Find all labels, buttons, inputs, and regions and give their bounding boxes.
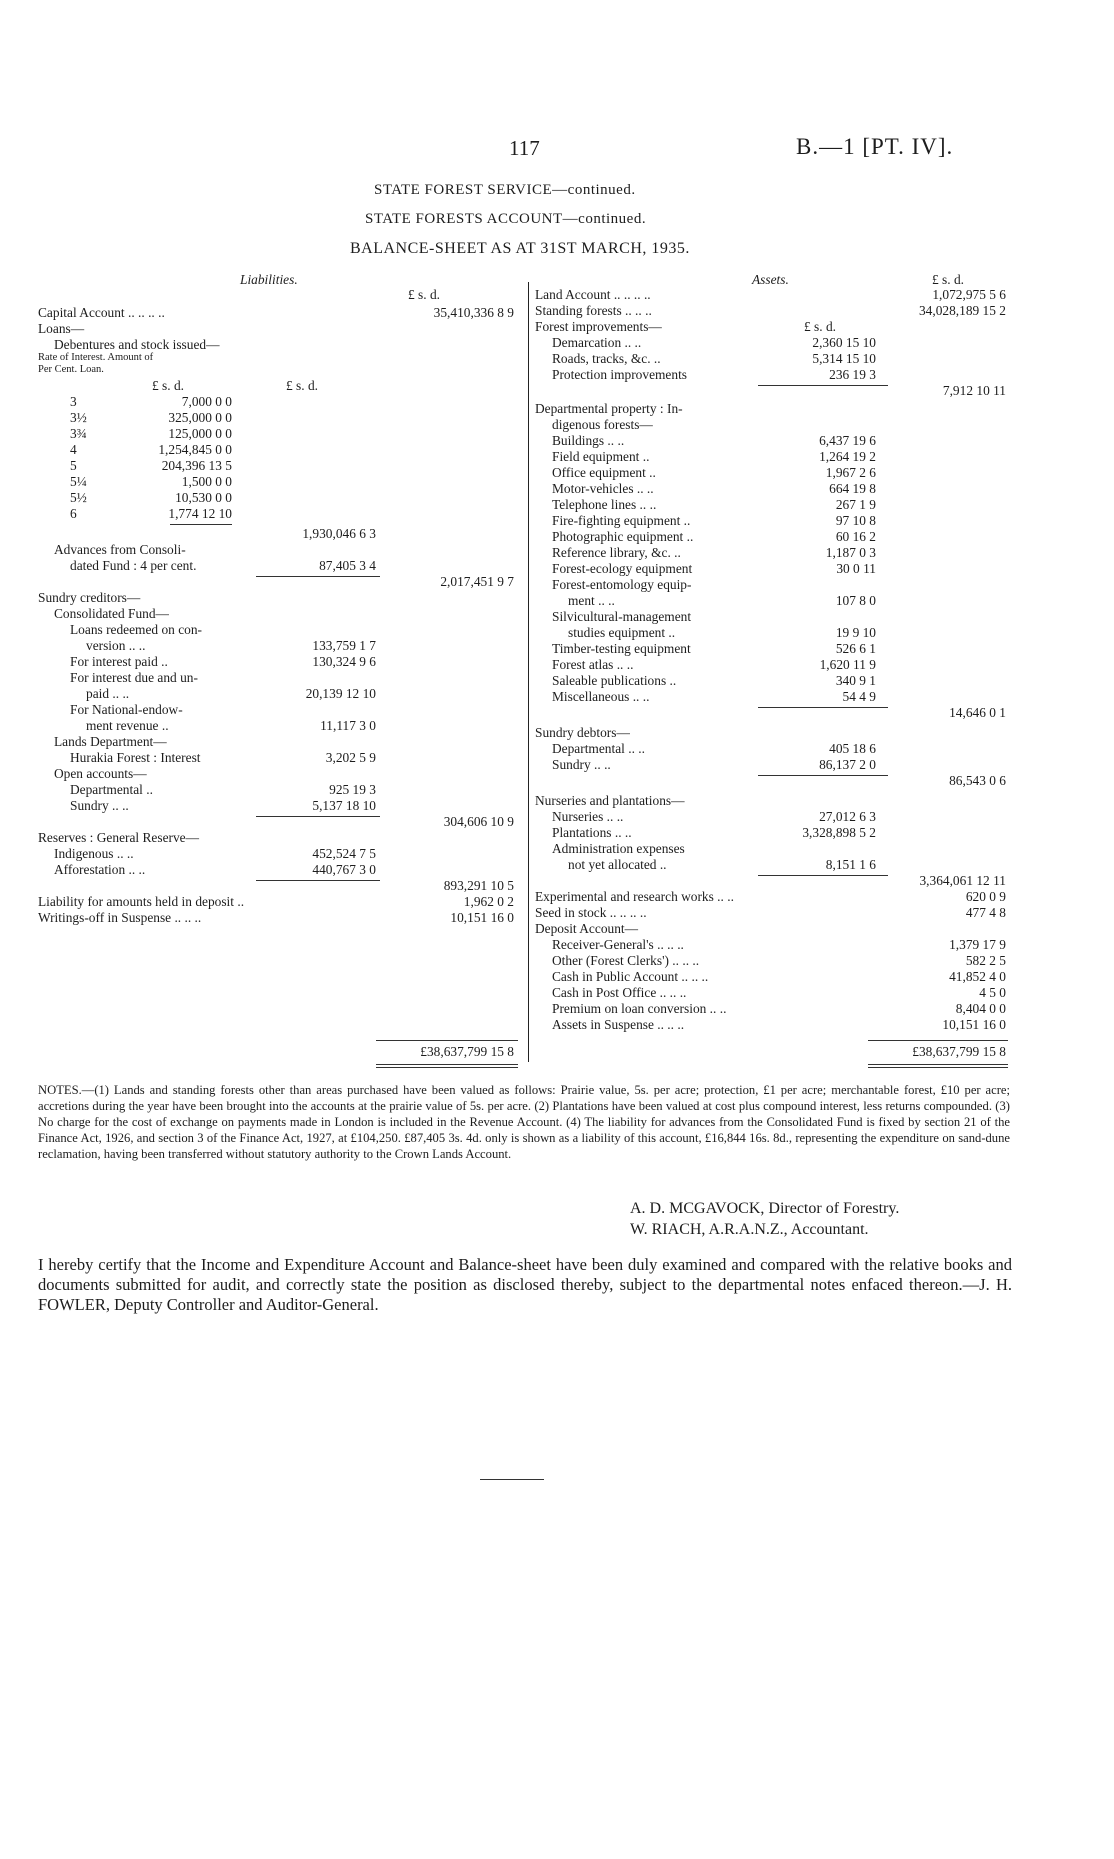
dept-item-label: Saleable publications .. bbox=[552, 673, 677, 688]
dept-item-label: Forest atlas .. .. bbox=[552, 657, 634, 672]
deposit-item-label: Premium on loan conversion .. .. bbox=[552, 1001, 727, 1016]
dept-item-label: Reference library, &c. .. bbox=[552, 545, 681, 560]
sundry-debtors-total: 86,543 0 6 bbox=[949, 773, 1006, 788]
subtotal-rule bbox=[256, 880, 380, 881]
deposit-item-value: 10,151 16 0 bbox=[942, 1017, 1006, 1032]
protection-value: 236 19 3 bbox=[829, 367, 876, 382]
subtotal-rule bbox=[256, 576, 380, 577]
indigenous-value: 452,524 7 5 bbox=[312, 846, 376, 861]
capital-account-label: Capital Account .. .. .. .. bbox=[38, 305, 165, 320]
director-signature: A. D. MCGAVOCK, Director of Forestry. bbox=[630, 1200, 900, 1217]
dept-item-label: Motor-vehicles .. .. bbox=[552, 481, 654, 496]
loans-total: 2,017,451 9 7 bbox=[440, 574, 514, 589]
page-number: 117 bbox=[509, 136, 540, 160]
assets-grand-total: £38,637,799 15 8 bbox=[912, 1044, 1006, 1059]
debentures-label: Debentures and stock issued— bbox=[54, 337, 220, 352]
deposit-item-value: 41,852 4 0 bbox=[949, 969, 1006, 984]
assets-heading: Assets. bbox=[752, 272, 789, 287]
deposit-item-label: Other (Forest Clerks') .. .. .. bbox=[552, 953, 700, 968]
sub-column-head: £ s. d. bbox=[286, 378, 318, 393]
liabilities-grand-total: £38,637,799 15 8 bbox=[420, 1044, 514, 1059]
entomology-value: 107 8 0 bbox=[835, 593, 876, 608]
standing-forests-value: 34,028,189 15 2 bbox=[918, 303, 1006, 318]
protection-label: Protection improvements bbox=[552, 367, 687, 382]
writings-off-value: 10,151 16 0 bbox=[450, 910, 514, 925]
dept-item-value: 60 16 2 bbox=[835, 529, 876, 544]
advances-value: 87,405 3 4 bbox=[319, 558, 376, 573]
demarcation-label: Demarcation .. .. bbox=[552, 335, 642, 350]
deposit-item-label: Cash in Public Account .. .. .. bbox=[552, 969, 709, 984]
afforestation-label: Afforestation .. .. bbox=[54, 862, 146, 877]
loan-rate: 5 bbox=[70, 458, 77, 473]
loan-amount: 1,254,845 0 0 bbox=[158, 442, 232, 457]
seed-label: Seed in stock .. .. .. .. bbox=[535, 905, 647, 920]
dept-item-value: 6,437 19 6 bbox=[819, 433, 876, 448]
roads-value: 5,314 15 10 bbox=[812, 351, 876, 366]
loan-rate: 5¼ bbox=[70, 474, 87, 489]
interest-paid-label: For interest paid .. bbox=[70, 654, 168, 669]
loan-amount: 7,000 0 0 bbox=[181, 394, 232, 409]
debentures-total: 1,930,046 6 3 bbox=[302, 526, 376, 541]
dept-item-label: Photographic equipment .. bbox=[552, 529, 694, 544]
plantations-label: Plantations .. .. bbox=[552, 825, 632, 840]
national-endowment-label-2: ment revenue .. bbox=[86, 718, 169, 733]
administration-label: Administration expenses bbox=[552, 841, 685, 856]
subtotal-rule bbox=[758, 707, 888, 708]
dept-item-value: 1,187 0 3 bbox=[825, 545, 876, 560]
dept-item-label: Telephone lines .. .. bbox=[552, 497, 657, 512]
national-endowment-label: For National-endow- bbox=[70, 702, 183, 717]
deposit-item-value: 582 2 5 bbox=[965, 953, 1006, 968]
total-double-rule bbox=[868, 1064, 1008, 1065]
loans-redeemed-label: Loans redeemed on con- bbox=[70, 622, 202, 637]
service-title: STATE FOREST SERVICE—continued. bbox=[374, 182, 636, 198]
advances-label: Advances from Consoli- bbox=[54, 542, 186, 557]
consolidated-fund-label: Consolidated Fund— bbox=[54, 606, 169, 621]
departmental-property-label-2: digenous forests— bbox=[552, 417, 653, 432]
total-rule bbox=[868, 1040, 1008, 1041]
deposit-item-value: 1,379 17 9 bbox=[949, 937, 1006, 952]
dept-item-value: 267 1 9 bbox=[835, 497, 876, 512]
open-accounts-label: Open accounts— bbox=[54, 766, 147, 781]
debtors-departmental-value: 405 18 6 bbox=[829, 741, 876, 756]
dept-item-value: 340 9 1 bbox=[835, 673, 876, 688]
dept-item-value: 1,620 11 9 bbox=[819, 657, 876, 672]
notes-paragraph: NOTES.—(1) Lands and standing forests other than areas purchased have been valued as follows: Prairie value, 5s. per acre; protection, £1 per acre; merchantable forest, £10 per acre; accretions during the year have been brought into the accounts at the prairie value of 5s. per acre. (2) Plantations have been valued at cost plus compound interest, less returns compounded. (3) No charge for the cost of exchange on payments made in London is included in the Revenue Account. (4) The liability for advances from the Consolidated Fund is fixed by section 21 of the Finance Act, 1926, and section 3 of the Finance Act, 1927, at £104,250. £87,405 3s. 4d. only is shown as a liability of this account, £16,844 16s. 8d., representing the expenditure on sand-dune reclamation, having been transferred without statutory authority to the Crown Lands Account. bbox=[38, 1083, 1010, 1161]
deposit-item-value: 4 5 0 bbox=[979, 985, 1006, 1000]
writings-off-label: Writings-off in Suspense .. .. .. bbox=[38, 910, 202, 925]
hurakia-forest-value: 3,202 5 9 bbox=[325, 750, 376, 765]
dept-item-value: 664 19 8 bbox=[829, 481, 876, 496]
debtors-departmental-label: Departmental .. .. bbox=[552, 741, 645, 756]
total-double-rule bbox=[868, 1067, 1008, 1068]
hurakia-forest-label: Hurakia Forest : Interest bbox=[70, 750, 201, 765]
loan-rate: 6 bbox=[70, 506, 77, 521]
indigenous-label: Indigenous .. .. bbox=[54, 846, 134, 861]
silvicultural-label: Silvicultural-management bbox=[552, 609, 692, 624]
land-account-label: Land Account .. .. .. .. bbox=[535, 287, 651, 302]
loan-amount: 1,500 0 0 bbox=[181, 474, 232, 489]
loan-amount: 125,000 0 0 bbox=[168, 426, 232, 441]
silvicultural-value: 19 9 10 bbox=[835, 625, 876, 640]
interest-due-label: For interest due and un- bbox=[70, 670, 198, 685]
rate-label: Rate of Interest. Amount of bbox=[38, 352, 154, 363]
silvicultural-label-2: studies equipment .. bbox=[568, 625, 676, 640]
loan-column-head: £ s. d. bbox=[152, 378, 184, 393]
deposit-account-label: Deposit Account— bbox=[535, 921, 639, 936]
liability-deposit-label: Liability for amounts held in deposit .. bbox=[38, 894, 245, 909]
loan-rate: 3¾ bbox=[70, 426, 87, 441]
assets-sub-column-head: £ s. d. bbox=[804, 319, 836, 334]
liabilities-heading: Liabilities. bbox=[240, 272, 298, 287]
experimental-value: 620 0 9 bbox=[965, 889, 1006, 904]
seed-value: 477 4 8 bbox=[965, 905, 1006, 920]
sundry-debtors-label: Sundry debtors— bbox=[535, 725, 630, 740]
forest-improvements-label: Forest improvements— bbox=[535, 319, 662, 334]
plantations-value: 3,328,898 5 2 bbox=[802, 825, 876, 840]
reserves-total: 893,291 10 5 bbox=[443, 878, 514, 893]
rate-label-2: Per Cent. Loan. bbox=[38, 364, 104, 375]
subtotal-rule bbox=[758, 385, 888, 386]
footer-rule bbox=[480, 1479, 544, 1480]
roads-label: Roads, tracks, &c. .. bbox=[552, 351, 661, 366]
loan-amount: 1,774 12 10 bbox=[168, 506, 232, 521]
audit-certificate: I hereby certify that the Income and Expenditure Account and Balance-sheet have been duly examined and compared with the relative books and documents submitted for audit, and correctly state the position as disclosed thereby, subject to the departmental notes enfaced thereon.—J. H. FOWLER, Deputy Controller and Auditor-General. bbox=[38, 1255, 1012, 1314]
deposit-item-label: Assets in Suspense .. .. .. bbox=[552, 1017, 685, 1032]
land-account-value: 1,072,975 5 6 bbox=[932, 287, 1006, 302]
loans-redeemed-label-2: version .. .. bbox=[86, 638, 146, 653]
account-title: STATE FORESTS ACCOUNT—continued. bbox=[365, 211, 647, 227]
standing-forests-label: Standing forests .. .. .. bbox=[535, 303, 652, 318]
loan-amount: 10,530 0 0 bbox=[175, 490, 232, 505]
loan-rate: 3½ bbox=[70, 410, 87, 425]
interest-due-label-2: paid .. .. bbox=[86, 686, 130, 701]
deposit-item-value: 8,404 0 0 bbox=[955, 1001, 1006, 1016]
departmental-property-total: 14,646 0 1 bbox=[949, 705, 1006, 720]
dept-item-value: 54 4 9 bbox=[842, 689, 876, 704]
subtotal-rule bbox=[170, 524, 232, 525]
column-divider bbox=[528, 282, 529, 1062]
experimental-label: Experimental and research works .. .. bbox=[535, 889, 734, 904]
dept-item-label: Miscellaneous .. .. bbox=[552, 689, 650, 704]
liability-deposit-value: 1,962 0 2 bbox=[463, 894, 514, 909]
reserves-label: Reserves : General Reserve— bbox=[38, 830, 199, 845]
liabilities-column-head: £ s. d. bbox=[408, 287, 440, 302]
document-reference: B.—1 [PT. IV]. bbox=[796, 134, 954, 159]
loans-label: Loans— bbox=[38, 321, 85, 336]
balance-sheet-title: BALANCE-SHEET AS AT 31ST MARCH, 1935. bbox=[350, 240, 690, 257]
departmental-property-label: Departmental property : In- bbox=[535, 401, 683, 416]
deposit-item-label: Receiver-General's .. .. .. bbox=[552, 937, 684, 952]
subtotal-rule bbox=[758, 775, 888, 776]
dept-item-label: Timber-testing equipment bbox=[552, 641, 691, 656]
national-endowment-value: 11,117 3 0 bbox=[320, 718, 376, 733]
forest-improvements-total: 7,912 10 11 bbox=[942, 383, 1006, 398]
deposit-item-label: Cash in Post Office .. .. .. bbox=[552, 985, 687, 1000]
loan-rate: 4 bbox=[70, 442, 77, 457]
loan-rate: 3 bbox=[70, 394, 77, 409]
dept-item-value: 1,967 2 6 bbox=[825, 465, 876, 480]
departmental-value: 925 19 3 bbox=[329, 782, 376, 797]
assets-column-head: £ s. d. bbox=[932, 272, 964, 287]
sundry-label: Sundry .. .. bbox=[70, 798, 129, 813]
interest-paid-value: 130,324 9 6 bbox=[312, 654, 376, 669]
entomology-label: Forest-entomology equip- bbox=[552, 577, 692, 592]
accountant-signature: W. RIACH, A.R.A.N.Z., Accountant. bbox=[630, 1221, 869, 1238]
nurseries-label: Nurseries .. .. bbox=[552, 809, 624, 824]
advances-label-2: dated Fund : 4 per cent. bbox=[70, 558, 197, 573]
sundry-creditors-label: Sundry creditors— bbox=[38, 590, 141, 605]
interest-due-value: 20,139 12 10 bbox=[305, 686, 376, 701]
dept-item-value: 30 0 11 bbox=[836, 561, 876, 576]
loan-amount: 325,000 0 0 bbox=[168, 410, 232, 425]
debtors-sundry-value: 86,137 2 0 bbox=[819, 757, 876, 772]
administration-value: 8,151 1 6 bbox=[825, 857, 876, 872]
loan-rate: 5½ bbox=[70, 490, 87, 505]
entomology-label-2: ment .. .. bbox=[568, 593, 615, 608]
debtors-sundry-label: Sundry .. .. bbox=[552, 757, 611, 772]
afforestation-value: 440,767 3 0 bbox=[312, 862, 376, 877]
nurseries-plantations-total: 3,364,061 12 11 bbox=[919, 873, 1006, 888]
nurseries-value: 27,012 6 3 bbox=[819, 809, 876, 824]
administration-label-2: not yet allocated .. bbox=[568, 857, 667, 872]
nurseries-plantations-label: Nurseries and plantations— bbox=[535, 793, 685, 808]
dept-item-value: 1,264 19 2 bbox=[819, 449, 876, 464]
loan-amount: 204,396 13 5 bbox=[161, 458, 232, 473]
dept-item-value: 526 6 1 bbox=[835, 641, 876, 656]
dept-item-label: Fire-fighting equipment .. bbox=[552, 513, 691, 528]
sundry-creditors-total: 304,606 10 9 bbox=[443, 814, 514, 829]
departmental-label: Departmental .. bbox=[70, 782, 153, 797]
capital-account-value: 35,410,336 8 9 bbox=[433, 305, 514, 320]
dept-item-label: Field equipment .. bbox=[552, 449, 650, 464]
dept-item-label: Forest-ecology equipment bbox=[552, 561, 693, 576]
demarcation-value: 2,360 15 10 bbox=[812, 335, 876, 350]
dept-item-value: 97 10 8 bbox=[835, 513, 876, 528]
dept-item-label: Buildings .. .. bbox=[552, 433, 625, 448]
loans-redeemed-value: 133,759 1 7 bbox=[312, 638, 376, 653]
subtotal-rule bbox=[256, 816, 380, 817]
total-double-rule bbox=[376, 1064, 518, 1065]
total-double-rule bbox=[376, 1067, 518, 1068]
total-rule bbox=[376, 1040, 518, 1041]
sundry-value: 5,137 18 10 bbox=[312, 798, 376, 813]
dept-item-label: Office equipment .. bbox=[552, 465, 656, 480]
subtotal-rule bbox=[758, 875, 888, 876]
lands-department-label: Lands Department— bbox=[54, 734, 167, 749]
